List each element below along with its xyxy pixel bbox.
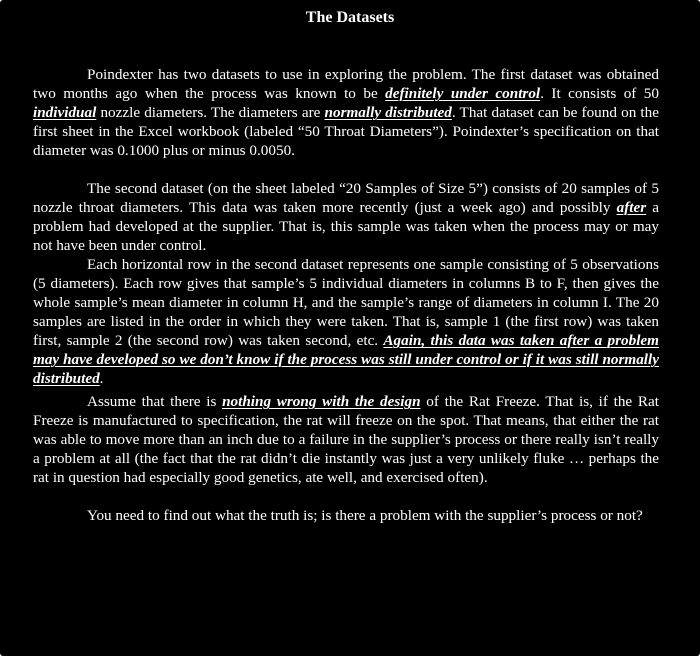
paragraph-text: . [99, 370, 104, 387]
paragraph-row-description [33, 255, 659, 388]
paragraph-text: nozzle diameters. The diameters are [96, 104, 325, 121]
emphasis-text: after [616, 199, 647, 216]
paragraph-text: a problem had developed at the supplier. That is, this sample was taken when the process may or may not have been under control. [33, 199, 659, 254]
paragraph-datasets-intro [33, 65, 659, 160]
paragraph-text: Assume that there is [87, 393, 223, 410]
paragraph-text: Poindexter has two datasets to use in exploring the problem. The first dataset was obtained two months ago when the process was known to be [33, 66, 659, 102]
page-title: The Datasets [305, 9, 395, 26]
paragraph-text: . That dataset can be found on the first sheet in the Excel workbook (labeled “50 Throat Diameters”). Poindexter’s specification on that diameter was 0.1000 plus or minus 0.0050. [33, 104, 659, 159]
emphasis-text: normally distributed [324, 104, 452, 121]
emphasis-text: nothing wrong with the design [222, 393, 421, 410]
paragraph-question [33, 506, 659, 525]
paragraph-text: of the Rat Freeze. That is, if the Rat Freeze is manufactured to specification, the rat will freeze on the spot. That means, that either the rat was able to move more than an inch due to a failure in the supplier’s process or there really isn’t really a problem at all (the fact that the rat didn’t die instantly was just a very unlikely fluke … perhaps the rat in question had especially good genetics, ate well, and exercised often). [33, 393, 659, 486]
document-body [33, 65, 659, 525]
emphasis-text: definitely under control [385, 85, 541, 102]
emphasis-text: Again, this data was taken after a problem may have developed so we don’t know if the process was still under control or if it was still normally distributed [33, 332, 659, 387]
paragraph-assumption [33, 392, 659, 487]
paragraph-second-dataset [33, 179, 659, 255]
paragraph-text: . It consists of 50 [540, 85, 659, 102]
paragraph-text: Each horizontal row in the second dataset represents one sample consisting of 5 observations (5 diameters). Each row gives that sample’s 5 individual diameters in columns B to F, then gives the whole sample’s mean diameter in column H, and the sample’s range of diameters in column I. The 20 samples are listed in the order in which they were taken. That is, sample 1 (the first row) was taken first, sample 2 (the second row) was taken second, etc. [33, 256, 659, 349]
paragraph-text: The second dataset (on the sheet labeled “20 Samples of Size 5”) consists of 20 samples of 5 nozzle throat diameters. This data was taken more recently (just a week ago) and possibly [33, 180, 659, 216]
emphasis-text: individual [33, 104, 97, 121]
paragraph-text: You need to find out what the truth is; is there a problem with the supplier’s process or not? [87, 507, 643, 524]
